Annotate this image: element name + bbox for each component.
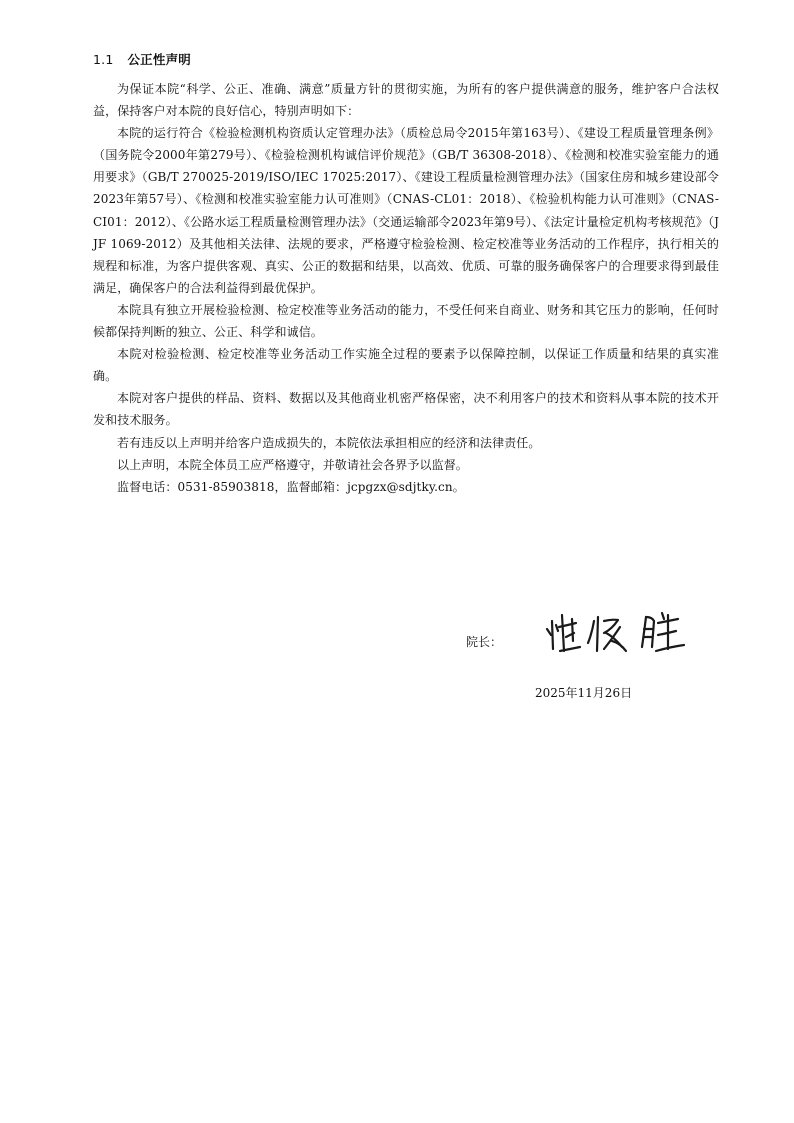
section-heading	[93, 50, 191, 68]
paragraph-control: 本院对检验检测、检定校准等业务活动工作实施全过程的要素予以保障控制，以保证工作质量和结果的真实准确。	[93, 347, 719, 384]
statement-body	[93, 78, 719, 498]
paragraph-liability: 若有违反以上声明并给客户造成损失的，本院依法承担相应的经济和法律责任。	[117, 435, 541, 450]
handwritten-signature	[542, 607, 702, 663]
paragraph-confidentiality: 本院对客户提供的样品、资料、数据以及其他商业机密严格保密，决不利用客户的技术和资料从事本院的技术开发和技术服务。	[93, 391, 719, 428]
signature-date: 2025年11月26日	[535, 686, 633, 700]
signature-block	[466, 607, 726, 667]
section-number: 1.1	[93, 52, 114, 67]
paragraph-independence: 本院具有独立开展检验检测、检定校准等业务活动的能力，不受任何来自商业、财务和其它压力的影响，任何时候都保持判断的独立、公正、科学和诚信。	[93, 302, 719, 340]
signature-label: 院长：	[466, 635, 503, 649]
section-title: 公正性声明	[127, 52, 191, 67]
paragraph-compliance: 本院的运行符合《检验检测机构资质认定管理办法》（质检总局令2015年第163号）、《建设工程质量管理条例》（国务院令2000年第279号）、《检验检测机构诚信评价规范》（GB/T 36308-2018）、《检测和校准实验室能力的通用要求》（GB/T 270025-2019/ISO/IEC 17025:2017）、《建设工程质量检测管理办法》（国家住房和城乡建设部令2023年第57号）、《检测和校准实验室能力认可准则》（CNAS-CL01：2018）、《检验机构能力认可准则》（CNAS-CI01：2012）、《公路水运工程质量检测管理办法》（交通运输部令2023年第9号）、《法定计量检定机构考核规范》（JJF 1069-2012）及其他相关法律、法规的要求，严格遵守检验检测、检定校准等业务活动的工作程序，执行相关的规程和标准，为客户提供客观、真实、公正的数据和结果，以高效、优质、可靠的服务确保客户的合理要求得到最佳满足，确保客户的合法利益得到最优保护。	[93, 126, 719, 295]
paragraph-supervision: 以上声明，本院全体员工应严格遵守，并敬请社会各界予以监督。	[117, 457, 468, 472]
paragraph-intro: 为保证本院“科学、公正、准确、满意”质量方针的贯彻实施，为所有的客户提供满意的服务，维护客户合法权益，保持客户对本院的良好信心，特别声明如下：	[93, 82, 719, 119]
paragraph-contact: 监督电话：0531-85903818，监督邮箱：jcpgzx@sdjtky.cn。	[117, 479, 465, 494]
